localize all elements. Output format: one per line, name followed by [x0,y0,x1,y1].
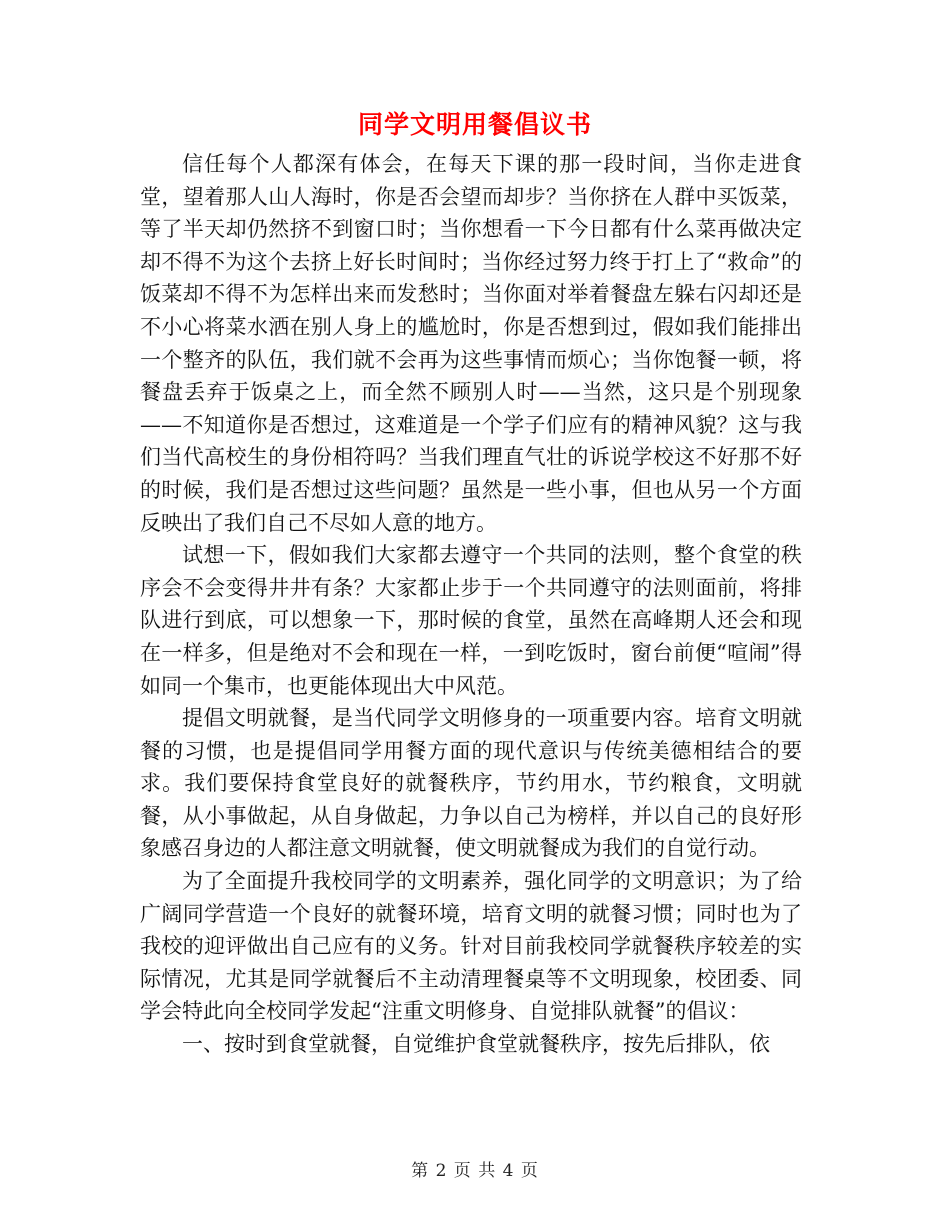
document-title: 同学文明用餐倡议书 [357,110,592,139]
paragraph: 信任每个人都深有体会，在每天下课的那一段时间，当你走进食堂，望着那人山人海时，你是否会望而却步？当你挤在人群中买饭菜，等了半天却仍然挤不到窗口时；当你想看一下今日都有什么菜再做决定却不得不为这个去挤上好长时间时；当你经过努力终于打上了“救命”的饭菜却不得不为怎样出来而发愁时；当你面对举着餐盘左躲右闪却还是不小心将菜水洒在别人身上的尴尬时，你是否想到过，假如我们能排出一个整齐的队伍，我们就不会再为这些事情而烦心；当你饱餐一顿，将餐盘丢弃于饭桌之上，而全然不顾别人时——当然，这只是个别现象——不知道你是否想过，这难道是一个学子们应有的精神风貌？这与我们当代高校生的身份相符吗？当我们理直气壮的诉说学校这不好那不好的时候，我们是否想过这些问题？虽然是一些小事，但也从另一个方面反映出了我们自己不尽如人意的地方。 [140,152,802,535]
paragraph: 试想一下，假如我们大家都去遵守一个共同的法则，整个食堂的秩序会不会变得井井有条？大家都止步于一个共同遵守的法则面前，将排队进行到底，可以想象一下，那时候的食堂，虽然在高峰期人还会和现在一样多，但是绝对不会和现在一样，一到吃饭时，窗台前便“喧闹”得如同一个集市，也更能体现出大中风范。 [140,543,802,698]
document-body [140,148,802,1061]
paragraph: 一、按时到食堂就餐，自觉维护食堂就餐秩序，按先后排队，依 [182,1032,770,1057]
paragraph: 提倡文明就餐，是当代同学文明修身的一项重要内容。培育文明就餐的习惯，也是提倡同学用餐方面的现代意识与传统美德相结合的要求。我们要保持食堂良好的就餐秩序，节约用水，节约粮食，文明就餐，从小事做起，从自身做起，力争以自己为榜样，并以自己的良好形象感召身边的人都注意文明就餐，使文明就餐成为我们的自觉行动。 [140,706,802,861]
page-number-footer: 第 2 页 共 4 页 [411,1161,539,1181]
paragraph: 为了全面提升我校同学的文明素养，强化同学的文明意识；为了给广阔同学营造一个良好的就餐环境，培育文明的就餐习惯；同时也为了我校的迎评做出自己应有的义务。针对目前我校同学就餐秩序较差的实际情况，尤其是同学就餐后不主动清理餐桌等不文明现象，校团委、同学会特此向全校同学发起“注重文明修身、自觉排队就餐”的倡议： [140,869,802,1024]
